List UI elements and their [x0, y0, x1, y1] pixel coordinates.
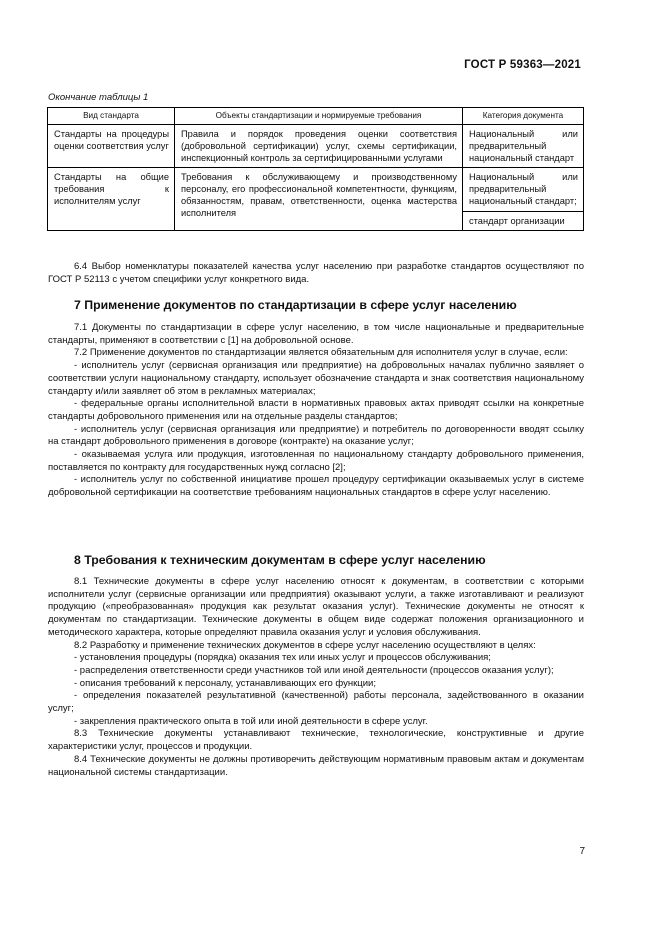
- list-item: - исполнитель услуг (сервисная организация или предприятие) на добровольных началах публично заявляет о соответствии услуги национальному стандарту, использует обозначение стандарта и знак соответствия национальному стандарту и/или заявляет об этом в рекламных материалах;: [48, 360, 584, 397]
- page-number: 7: [579, 846, 585, 857]
- paragraph: 6.4 Выбор номенклатуры показателей качества услуг населению при разработке стандартов осуществляют по ГОСТ Р 52113 с учетом специфики услуг конкретного вида.: [48, 261, 584, 285]
- cell-objects: Правила и порядок проведения оценки соответствия (добровольной сертификации) услуг, схемы сертификации, инспекционный контроль за сертифицированными услугами: [175, 125, 463, 168]
- paragraph-6-4-block: [48, 261, 584, 286]
- section-8-body: [48, 576, 584, 779]
- list-item: - исполнитель услуг (сервисная организация или предприятие) и потребитель по договоренности вводят ссылку на стандарт добровольного применения в договоре (контракте) на оказание услуг;: [48, 423, 584, 448]
- list-item: - оказываемая услуга или продукция, изготовленная по национальному стандарту добровольного применения, поставляется по контракту для государственных нужд согласно [2];: [48, 449, 584, 473]
- standards-table: [47, 107, 584, 231]
- list-item: - распределения ответственности среди участников той или иной деятельности (процессов оказания услуг);: [74, 664, 554, 676]
- section-7-heading: 7 Применение документов по стандартизации в сфере услуг населению: [74, 298, 517, 312]
- list-item: - определения показателей результативной (качественной) работы персонала, задействованного в оказании услуг;: [48, 690, 584, 715]
- list-item: - исполнитель услуг по собственной инициативе прошел процедуру сертификации оказываемых услуг в системе добровольной сертификации на соответствие требованиям национальных стандартов в сфере услуг населению.: [48, 474, 584, 499]
- cell-category: Национальный или предварительный национальный стандарт: [463, 125, 584, 168]
- paragraph: 7.1 Документы по стандартизации в сфере услуг населению, в том числе национальные и предварительные стандарты, применяют в соответствии с [1] на добровольной основе.: [48, 322, 584, 346]
- column-header: Категория документа: [463, 108, 584, 125]
- section-8-heading: 8 Требования к техническим документам в сфере услуг населению: [74, 553, 486, 567]
- paragraph: 8.3 Технические документы устанавливают технические, технологические, конструктивные и другие характеристики услуг, процессов и продукции.: [48, 728, 584, 753]
- cell-objects: Требования к обслуживающему и производственному персоналу, его профессиональной компетентности, функциям, обязанностям, правам, ответственности, оценка мастерства исполнителя: [175, 168, 463, 231]
- cell-category: [463, 168, 584, 231]
- column-header: Вид стандарта: [48, 108, 175, 125]
- list-item: - федеральные органы исполнительной власти в нормативных правовых актах приводят ссылки на конкретные стандарты добровольного применения или на отдельные разделы стандартов;: [48, 398, 584, 422]
- paragraph: 8.4 Технические документы не должны противоречить действующим нормативным правовым актам и документам национальной системы стандартизации.: [48, 753, 584, 778]
- paragraph: 8.1 Технические документы в сфере услуг населению относят к документам, в соответствии с которыми исполнители услуг (сервисные организации или предприятия) оказывают услуги, а также изготавливают и реализуют продукцию («преобразованная» продукция как результат оказания услуг). Технические документы не относят к документам по стандартизации. Технические документы в общем виде содержат положения организационного и методического характера, которые определяют правила оказания услуг и условия обслуживания.: [48, 576, 584, 638]
- standard-id: ГОСТ Р 59363—2021: [464, 59, 581, 71]
- cell-type: Стандарты на общие требования к исполнителям услуг: [48, 168, 175, 231]
- cell-category-main: Национальный или предварительный национальный стандарт;: [469, 172, 578, 206]
- table-row: [48, 168, 584, 231]
- paragraph: 7.2 Применение документов по стандартизации является обязательным для исполнителя услуг в случае, если:: [74, 347, 568, 359]
- column-header: Объекты стандартизации и нормируемые требования: [175, 108, 463, 125]
- cell-category-extra: стандарт организации: [463, 211, 583, 227]
- list-item: - описания требований к персоналу, устанавливающих его функции;: [74, 677, 376, 689]
- table-header-row: [48, 108, 584, 125]
- table-caption: Окончание таблицы 1: [48, 92, 149, 103]
- list-item: - закрепления практического опыта в той или иной деятельности в сфере услуг.: [74, 715, 428, 727]
- table-row: [48, 125, 584, 168]
- section-7-body: [48, 322, 584, 500]
- list-item: - установления процедуры (порядка) оказания тех или иных услуг и процессов обслуживания;: [74, 652, 491, 664]
- cell-type: Стандарты на процедуры оценки соответствия услуг: [48, 125, 175, 168]
- paragraph: 8.2 Разработку и применение технических документов в сфере услуг населению осуществляют в целях:: [74, 639, 536, 651]
